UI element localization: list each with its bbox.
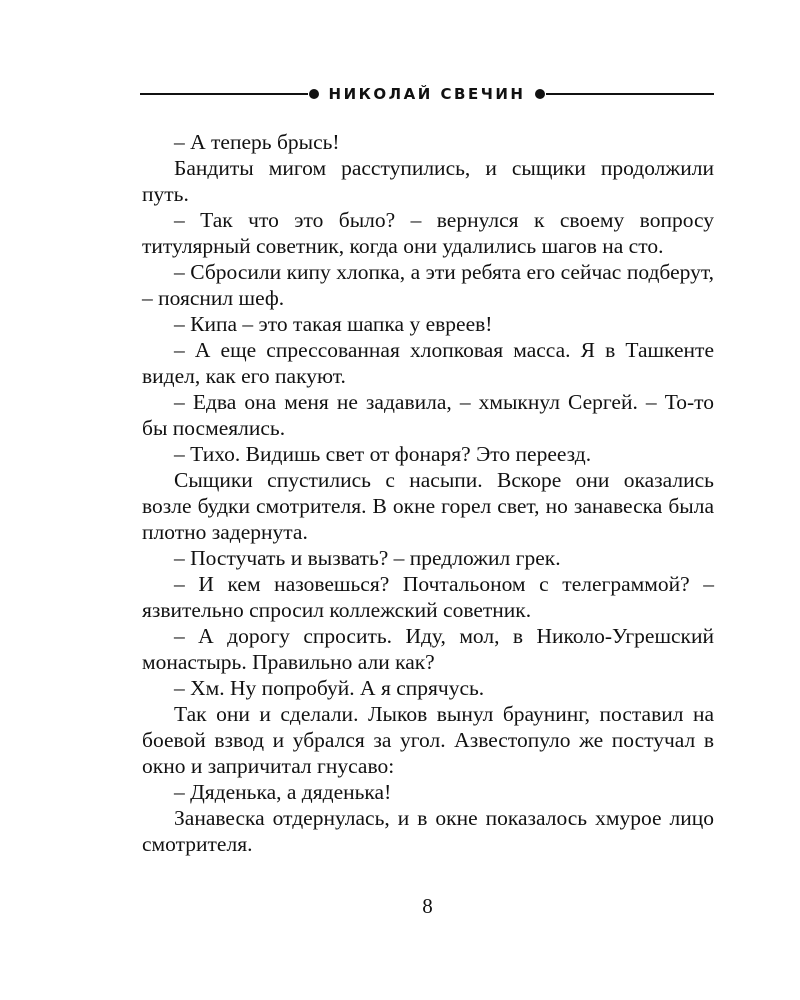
paragraph: Бандиты мигом расступились, и сыщики продолжили путь. [142,156,714,206]
header-dot-right [535,89,545,99]
paragraph: – Едва она меня не задавила, – хмыкнул Сергей. – То-то бы посмеялись. [142,390,714,440]
header-dot-left [309,89,319,99]
page-number: 8 [422,894,433,918]
paragraph: – Хм. Ну попробуй. А я спрячусь. [174,676,485,700]
paragraph: – Постучать и вызвать? – предложил грек. [174,546,561,570]
paragraph: Так они и сделали. Лыков вынул браунинг, поставил на боевой взвод и убрался за угол. Азвестопуло же постучал в окно и запричитал гнусаво: [142,702,714,778]
author-name: НИКОЛАЙ СВЕЧИН [328,85,526,103]
paragraph: Сыщики спустились с насыпи. Вскоре они оказались возле будки смотрителя. В окне горел свет, но занавеска была плотно задернута. [142,468,714,544]
paragraph: – Кипа – это такая шапка у евреев! [174,312,493,336]
paragraph: – А еще спрессованная хлопковая масса. Я в Ташкенте видел, как его пакуют. [142,338,714,388]
paragraph: Занавеска отдернулась, и в окне показалось хмурое лицо смотрителя. [142,806,714,856]
paragraph: – Сбросили кипу хлопка, а эти ребята его сейчас подберут, – пояснил шеф. [142,260,714,310]
header-rule-right [546,93,714,95]
header-rule-left [140,93,308,95]
paragraph: – И кем назовешься? Почтальоном с телеграммой? – язвительно спросил коллежский советник. [142,572,714,622]
paragraph: – Дяденька, а дяденька! [174,780,392,804]
paragraph: – А дорогу спросить. Иду, мол, в Николо-Угрешский монастырь. Правильно али как? [142,624,714,674]
body-text [142,129,714,857]
running-header [140,80,714,108]
paragraph: – Тихо. Видишь свет от фонаря? Это переезд. [174,442,592,466]
paragraph: – Так что это было? – вернулся к своему вопросу титулярный советник, когда они удалились шагов на сто. [142,208,714,258]
paragraph: – А теперь брысь! [174,130,340,154]
